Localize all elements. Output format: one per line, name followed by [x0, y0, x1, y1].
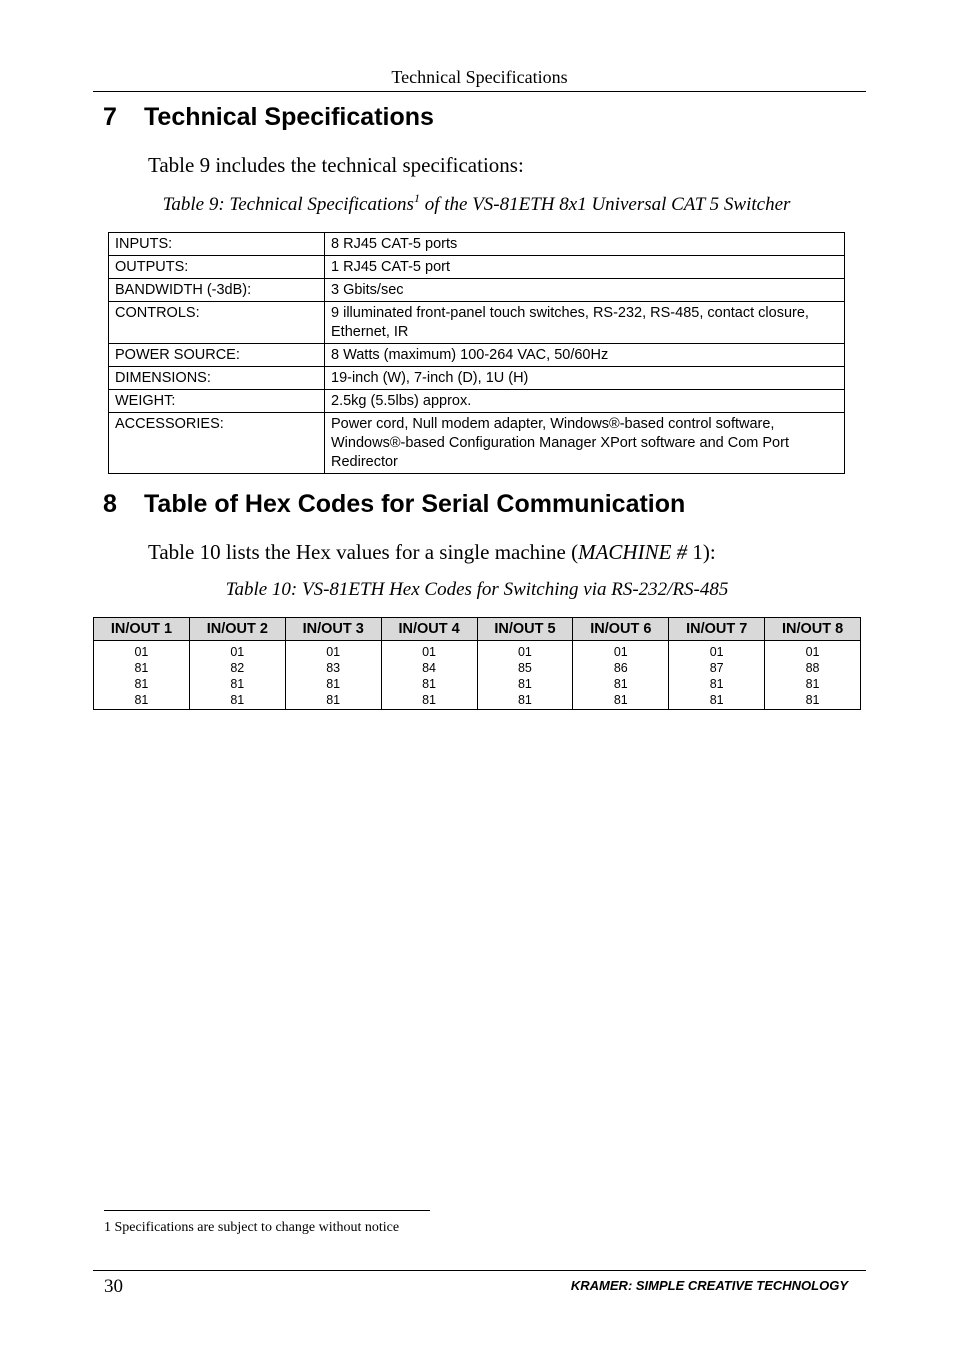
table-row: [109, 233, 845, 256]
hex-code: 85: [517, 661, 532, 675]
hex-code: 86: [613, 661, 628, 675]
hex-code: 81: [134, 677, 149, 691]
spec-label: INPUTS:: [109, 233, 325, 256]
hex-code: 88: [805, 661, 820, 675]
section-number: 7: [103, 103, 117, 131]
hex-code: 81: [517, 677, 532, 691]
hex-codes-table: [93, 617, 861, 710]
intro-emphasis: MACHINE #: [578, 540, 688, 564]
column-header: IN/OUT 4: [381, 618, 477, 641]
hex-code: 01: [805, 645, 820, 659]
intro-text: 1):: [687, 540, 716, 564]
hex-code: 83: [326, 661, 341, 675]
spec-value: 2.5kg (5.5lbs) approx.: [325, 390, 845, 413]
hex-code-cell: [573, 641, 669, 710]
table-9-caption: [108, 193, 845, 217]
hex-code: 81: [134, 693, 149, 707]
footer-divider: [93, 1270, 866, 1271]
section-7-intro: Table 9 includes the technical specifications:: [148, 153, 524, 177]
section-8-intro: [148, 539, 716, 565]
spec-label: BANDWIDTH (-3dB):: [109, 279, 325, 302]
table-row: [94, 641, 861, 710]
table-header-row: [94, 618, 861, 641]
section-title: Technical Specifications: [144, 103, 434, 131]
hex-code: 81: [613, 677, 628, 691]
spec-value: 1 RJ45 CAT-5 port: [325, 256, 845, 279]
footnote-marker: 1: [413, 191, 420, 205]
hex-code: 81: [613, 693, 628, 707]
column-header: IN/OUT 1: [94, 618, 190, 641]
spec-label: CONTROLS:: [109, 302, 325, 344]
hex-code: 01: [422, 645, 437, 659]
table-row: [109, 413, 845, 474]
hex-code: 81: [422, 693, 437, 707]
hex-code-cell: [94, 641, 190, 710]
column-header: IN/OUT 5: [477, 618, 573, 641]
table-row: [109, 302, 845, 344]
footnote: 1 Specifications are subject to change without notice: [104, 1220, 400, 1235]
column-header: IN/OUT 2: [189, 618, 285, 641]
section-title: Table of Hex Codes for Serial Communication: [144, 490, 686, 518]
table-10-caption: Table 10: VS-81ETH Hex Codes for Switching via RS-232/RS-485: [225, 579, 729, 600]
table-row: [109, 279, 845, 302]
hex-code: 81: [517, 693, 532, 707]
spec-label: POWER SOURCE:: [109, 344, 325, 367]
spec-value: 9 illuminated front-panel touch switches, RS-232, RS-485, contact closure, Ethernet, IR: [325, 302, 845, 344]
table-row: [109, 367, 845, 390]
column-header: IN/OUT 6: [573, 618, 669, 641]
hex-code: 81: [230, 677, 245, 691]
spec-value: 8 Watts (maximum) 100-264 VAC, 50/60Hz: [325, 344, 845, 367]
section-number: 8: [103, 490, 117, 518]
footnote-divider: [104, 1210, 430, 1211]
spec-value: Power cord, Null modem adapter, Windows®-based control software, Windows®-based Configuration Manager XPort software and Com Port Redirector: [325, 413, 845, 474]
hex-code: 01: [326, 645, 341, 659]
page-number: 30: [104, 1276, 123, 1297]
column-header: IN/OUT 3: [285, 618, 381, 641]
hex-code: 01: [134, 645, 149, 659]
hex-code-cell: [381, 641, 477, 710]
spec-label: WEIGHT:: [109, 390, 325, 413]
hex-code-cell: [477, 641, 573, 710]
hex-code-cell: [765, 641, 861, 710]
hex-code: 01: [613, 645, 628, 659]
table-row: [109, 344, 845, 367]
hex-code: 81: [805, 677, 820, 691]
spec-label: ACCESSORIES:: [109, 413, 325, 474]
hex-code: 01: [709, 645, 724, 659]
hex-code: 01: [517, 645, 532, 659]
spec-value: 19-inch (W), 7-inch (D), 1U (H): [325, 367, 845, 390]
hex-code: 84: [422, 661, 437, 675]
hex-code: 87: [709, 661, 724, 675]
table-row: [109, 390, 845, 413]
hex-code: 81: [326, 693, 341, 707]
hex-code: 81: [422, 677, 437, 691]
hex-code-cell: [189, 641, 285, 710]
spec-label: DIMENSIONS:: [109, 367, 325, 390]
section-7-heading: [103, 102, 434, 132]
section-8-heading: [103, 489, 685, 519]
spec-value: 3 Gbits/sec: [325, 279, 845, 302]
hex-code: 81: [134, 661, 149, 675]
hex-code: 81: [709, 677, 724, 691]
spec-value: 8 RJ45 CAT-5 ports: [325, 233, 845, 256]
hex-code: 01: [230, 645, 245, 659]
hex-code: 81: [326, 677, 341, 691]
hex-code: 82: [230, 661, 245, 675]
caption-text: Table 9: Technical Specifications: [162, 194, 414, 215]
footer-brand: KRAMER: SIMPLE CREATIVE TECHNOLOGY: [570, 1278, 848, 1293]
table-row: [109, 256, 845, 279]
hex-code-cell: [285, 641, 381, 710]
hex-code-cell: [669, 641, 765, 710]
caption-text: of the VS-81ETH 8x1 Universal CAT 5 Switcher: [419, 194, 791, 215]
running-header: Technical Specifications: [93, 66, 866, 92]
hex-code: 81: [805, 693, 820, 707]
hex-code: 81: [709, 693, 724, 707]
specs-table: [108, 232, 845, 474]
column-header: IN/OUT 8: [765, 618, 861, 641]
hex-code: 81: [230, 693, 245, 707]
intro-text: Table 10 lists the Hex values for a single machine (: [148, 540, 579, 564]
spec-label: OUTPUTS:: [109, 256, 325, 279]
column-header: IN/OUT 7: [669, 618, 765, 641]
